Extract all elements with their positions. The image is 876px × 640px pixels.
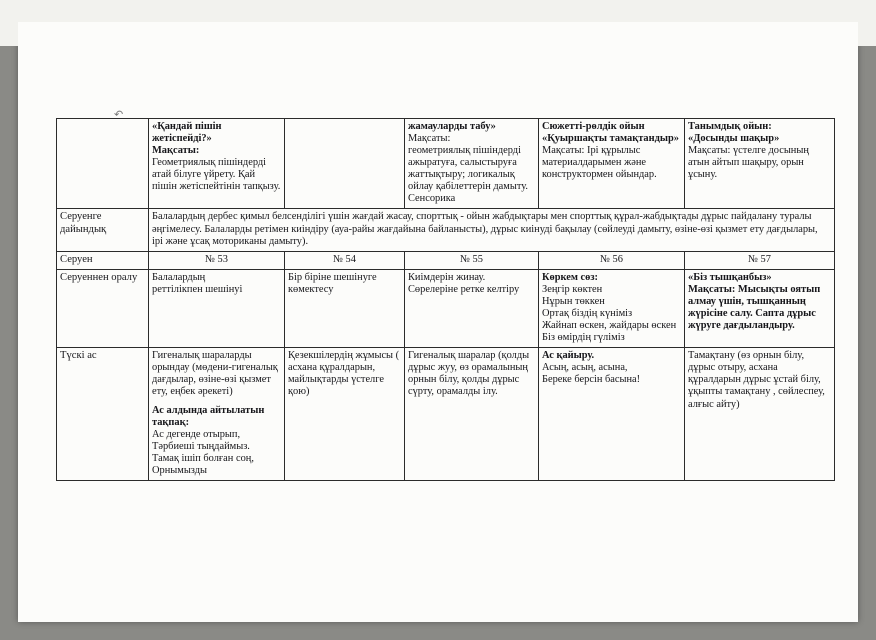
row2-label: Серуенге дайындық [57,209,149,251]
table-row [57,348,835,481]
row2-text: Балалардың дербес қимыл белсенділігі үшін жағдай жасау, спорттық - ойын жабдықтары мен спорттық құрал-жабдықтады дұрыс пайдалану туралы әңгімелесу. Балаларды ретімен киіндіру (ауа-райы жағдайына байланысты), дұрыс киінуді бақылау (сөйлеуді дамыту, өзіне-өзі қызмет ету дағдылары, ірі және ұсақ моториканы дамыту). [149,209,835,251]
table-row [57,269,835,347]
row3-cell-3: № 55 [405,251,539,269]
table-row [57,251,835,269]
row5-label: Түскі ас [57,348,149,481]
table-row [57,209,835,251]
table-row [57,119,835,209]
paper-sheet [18,22,858,622]
row4-col4: Көркем сөз: Зеңгір көктен Нұрын төккен Ортақ біздің күніміз Жайнап өскен, жайдары өскен Біз өмірдің гүліміз [539,269,685,347]
row1-col5: Танымдық ойын: «Досынды шақыр» Мақсаты: үстелге досының атын айтып шақыру, орын ұсыну. [685,119,835,209]
row5-col2: Қезекшілердің жұмысы ( асхана құралдарын, майлықтарды үстелге қою) [285,348,405,481]
row4-col3: Киімдерін жинау. Сөрелеріне ретке келтіру [405,269,539,347]
row1-col4: Сюжетті-рөлдік ойын «Қуыршақты тамақтандыр» Мақсаты: Ірі құрылыс материалдарымен және конструктормен ойындар. [539,119,685,209]
schedule-table [56,118,835,481]
row4-col2: Бір біріне шешінуге көмектесу [285,269,405,347]
row5-col3: Гигеналық шаралар (қолды дұрыс жуу, өз орамалының орнын білу, қолды дұрыс сүрту, орамалды ілу. [405,348,539,481]
row4-col1: Балалардың реттілікпен шешінуі [149,269,285,347]
row5-col4: Ас қайыру. Асың, асың, асына, Береке берсін басына! [539,348,685,481]
page-mark: ↶ [114,109,124,121]
row1-col1: «Қандай пішін жетіспейді?» Мақсаты: Геометриялық пішіндерді атай білуге үйрету. Қай пішін жетіспейтінін тапқызу. [149,119,285,209]
row1-col3: жамауларды табу» Мақсаты: геометриялық пішіндерді ажыратуға, салыстыруға жаттықтыру; логикалық ойлау қабілеттерін дамыту. Сенсорика [405,119,539,209]
row5-col5: Тамақтану (өз орнын білу, дұрыс отыру, асхана құралдарын дұрыс ұстай білу, ұқыпты тамақтану , сөйлеспеу, алғыс айту) [685,348,835,481]
row3-label: Серуен [57,251,149,269]
row3-cell-4: № 56 [539,251,685,269]
row3-cell-1: № 53 [149,251,285,269]
row5-col1: Гигеналық шараларды орындау (мөдени-гигеналық дағдылар, өзіне-өзі қызмет ету, еңбек әрекеті) Ас алдында айтылатын тақпақ: Ас дегенде отырып, Тәрбиеші тыңдаймыз. Тамақ ішіп болған соң, Орнымызды [149,348,285,481]
document-page [18,22,858,622]
row4-col5: «Біз тышқанбыз» Мақсаты: Мысықты оятып алмау үшін, тышқанның жүрісіне салу. Сапта дұрыс жүруге дағдыландыру. [685,269,835,347]
row4-label: Серуеннен оралу [57,269,149,347]
row3-cell-5: № 57 [685,251,835,269]
row1-label [57,119,149,209]
row3-cell-2: № 54 [285,251,405,269]
row1-col2 [285,119,405,209]
